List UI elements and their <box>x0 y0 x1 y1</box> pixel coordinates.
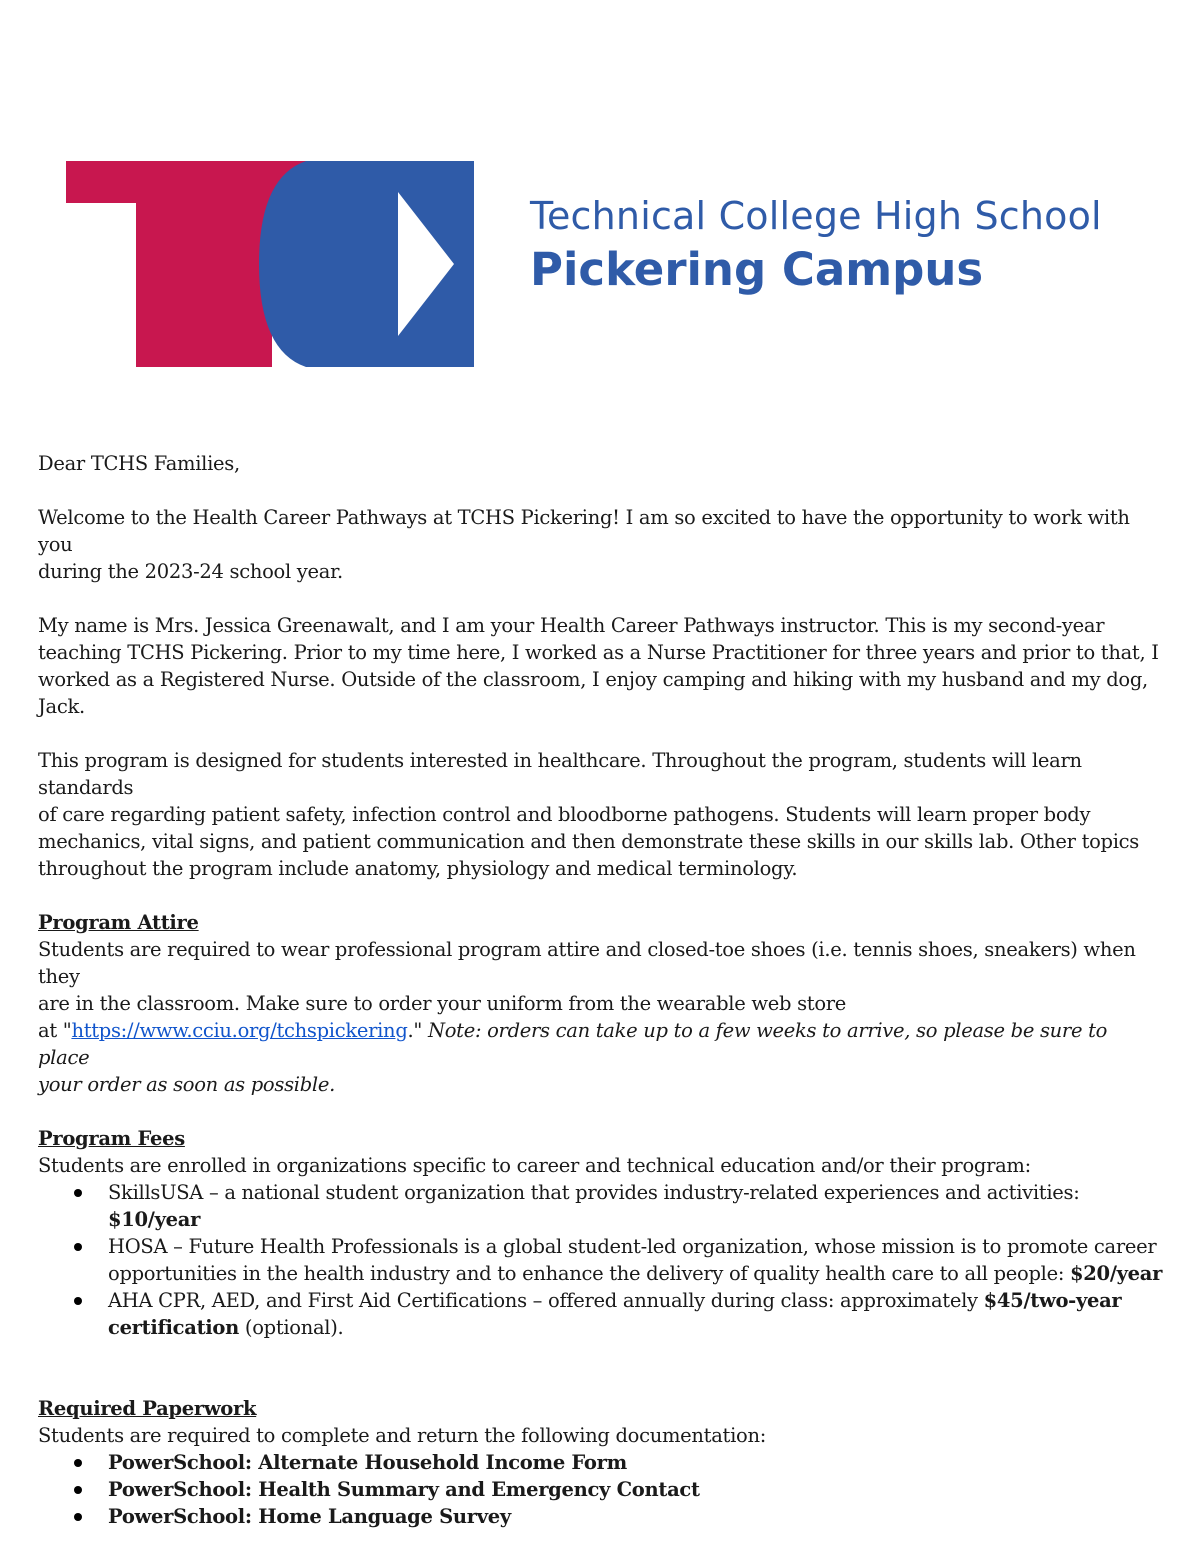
school-name <box>530 190 1102 298</box>
attire-at-prefix: at " <box>38 1019 72 1042</box>
attire-note-part1: Note: orders can take up to a few weeks to arrive, so please be sure to place <box>38 1019 1108 1069</box>
attire-heading: Program Attire <box>38 911 199 934</box>
fee-price: $45/two-year certification <box>108 1289 1122 1339</box>
list-item: PowerSchool: Home Language Survey <box>108 1503 1163 1530</box>
list-item: AHA CPR, AED, and First Aid Certifications – offered annually during class: approximately $45/two-year certification (optional). <box>108 1287 1163 1341</box>
welcome-paragraph-line2: during the 2023-24 school year. <box>38 560 343 583</box>
tc-logo <box>66 161 474 367</box>
intro-paragraph-line2: teaching TCHS Pickering. Prior to my time here, I worked as a Nurse Practitioner for three years and prior to that, I <box>38 641 1159 664</box>
intro-paragraph-line1: My name is Mrs. Jessica Greenawalt, and I am your Health Career Pathways instructor. This is my second-year <box>38 614 1105 637</box>
program-paragraph-line1: This program is designed for students interested in healthcare. Throughout the program, students will learn standards <box>38 749 1082 799</box>
paperwork-heading: Required Paperwork <box>38 1397 257 1420</box>
store-link[interactable]: https://www.cciu.org/tchspickering <box>71 1019 408 1042</box>
bullet-icon <box>74 1189 82 1197</box>
salutation: Dear TCHS Families, <box>38 452 240 475</box>
list-item: SkillsUSA – a national student organization that provides industry-related experiences and activities: $10/year <box>108 1179 1163 1233</box>
list-item: HOSA – Future Health Professionals is a global student-led organization, whose mission is to promote career opportunities in the health industry and to enhance the delivery of quality health care to all people: $20/year <box>108 1233 1163 1287</box>
campus-name: Pickering Campus <box>530 243 984 296</box>
fees-list <box>38 1179 1163 1341</box>
bullet-icon <box>74 1486 82 1494</box>
bullet-icon <box>74 1243 82 1251</box>
bullet-icon <box>74 1513 82 1521</box>
fee-price: $10/year <box>108 1208 201 1231</box>
intro-paragraph-line3: worked as a Registered Nurse. Outside of the classroom, I enjoy camping and hiking with my husband and my dog, <box>38 668 1148 691</box>
attire-line1: Students are required to wear professional program attire and closed-toe shoes (i.e. tennis shoes, sneakers) when they <box>38 938 1136 988</box>
program-paragraph-line2: of care regarding patient safety, infection control and bloodborne pathogens. Students will learn proper body <box>38 803 1091 826</box>
bullet-icon <box>74 1297 82 1305</box>
paperwork-list <box>38 1449 1163 1530</box>
attire-line3 <box>38 1017 1163 1071</box>
paperwork-intro: Students are required to complete and return the following documentation: <box>38 1424 766 1447</box>
attire-line2: are in the classroom. Make sure to order your uniform from the wearable web store <box>38 992 847 1015</box>
attire-link-suffix: ." <box>407 1019 428 1042</box>
attire-note-part2: your order as soon as possible. <box>38 1073 335 1096</box>
program-paragraph-line4: throughout the program include anatomy, physiology and medical terminology. <box>38 857 798 880</box>
fees-intro: Students are enrolled in organizations specific to career and technical education and/or their program: <box>38 1154 1031 1177</box>
intro-paragraph-line4: Jack. <box>38 695 85 718</box>
school-name-line1: Technical College High School <box>530 194 1102 238</box>
fees-heading: Program Fees <box>38 1127 185 1150</box>
bullet-icon <box>74 1459 82 1467</box>
letter-body <box>38 450 1163 1530</box>
list-item: PowerSchool: Health Summary and Emergency Contact <box>108 1476 1163 1503</box>
welcome-paragraph-line1: Welcome to the Health Career Pathways at TCHS Pickering! I am so excited to have the opportunity to work with you <box>38 506 1130 556</box>
fee-price: $20/year <box>1070 1262 1163 1285</box>
program-paragraph-line3: mechanics, vital signs, and patient communication and then demonstrate these skills in our skills lab. Other topics <box>38 830 1140 853</box>
list-item: PowerSchool: Alternate Household Income Form <box>108 1449 1163 1476</box>
